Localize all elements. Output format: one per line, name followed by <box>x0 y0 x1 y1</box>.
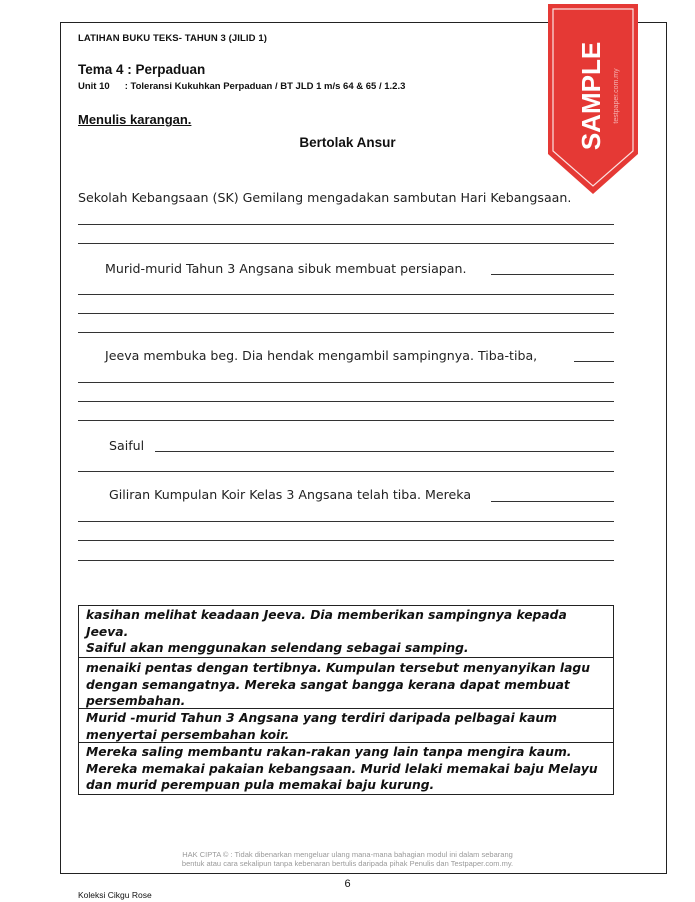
option-line: dengan semangatnya. Mereka sangat bangga kerana dapat membuat <box>86 677 570 692</box>
writing-line[interactable] <box>78 382 614 383</box>
answer-options-table <box>78 605 614 795</box>
option-line: menyertai persembahan koir. <box>86 727 290 742</box>
prompt-2: Murid-murid Tahun 3 Angsana sibuk membuat persiapan. <box>105 261 467 276</box>
book-title-header: LATIHAN BUKU TEKS- TAHUN 3 (JILID 1) <box>78 33 268 44</box>
option-line: menaiki pentas dengan tertibnya. Kumpulan tersebut menyanyikan lagu <box>86 661 590 675</box>
watermark-text: SAMPLE <box>576 41 606 151</box>
option-line: Mereka memakai pakaian kebangsaan. Murid lelaki memakai baju Melayu <box>86 761 598 776</box>
answer-option <box>79 743 613 794</box>
writing-line[interactable] <box>491 274 614 275</box>
writing-line[interactable] <box>78 540 614 541</box>
sample-watermark <box>548 4 638 194</box>
writing-line[interactable] <box>155 451 614 452</box>
task-heading: Menulis karangan. <box>78 112 192 127</box>
option-line: Mereka saling membantu rakan-rakan yang lain tanpa mengira kaum. <box>86 745 572 759</box>
unit-text: : Toleransi Kukuhkan Perpaduan / BT JLD 1 m/s 64 & 65 / 1.2.3 <box>124 81 406 92</box>
writing-line[interactable] <box>78 521 614 522</box>
writing-line[interactable] <box>491 501 614 502</box>
prompt-4: Saiful <box>109 438 145 453</box>
option-line: persembahan. <box>86 694 186 708</box>
prompt-1: Sekolah Kebangsaan (SK) Gemilang mengadakan sambutan Hari Kebangsaan. <box>78 190 572 205</box>
writing-line[interactable] <box>78 332 614 333</box>
footer-author: Koleksi Cikgu Rose <box>78 890 152 900</box>
watermark-subtext: testpaper.com.my <box>613 68 620 124</box>
writing-line[interactable] <box>78 560 614 561</box>
essay-title: Bertolak Ansur <box>299 135 396 150</box>
writing-line[interactable] <box>78 401 614 402</box>
copyright-line: HAK CIPTA © : Tidak dibenarkan mengeluar ulang mana-mana bahagian modul ini dalam sebarang <box>182 850 513 859</box>
unit-label: Unit 10 <box>78 81 110 92</box>
copyright-notice <box>0 850 695 868</box>
writing-line[interactable] <box>78 243 614 244</box>
writing-line[interactable] <box>78 294 614 295</box>
writing-line[interactable] <box>78 313 614 314</box>
answer-option <box>79 658 613 709</box>
prompt-5: Giliran Kumpulan Koir Kelas 3 Angsana telah tiba. Mereka <box>109 487 472 502</box>
option-line: kasihan melihat keadaan Jeeva. Dia memberikan sampingnya kepada Jeeva. <box>86 608 567 639</box>
writing-line[interactable] <box>574 361 614 362</box>
option-line: dan murid perempuan pula memakai baju kurung. <box>86 778 435 792</box>
unit-line <box>78 81 405 92</box>
writing-line[interactable] <box>78 471 614 472</box>
theme-title: Tema 4 : Perpaduan <box>78 62 206 77</box>
page-number: 6 <box>344 878 351 890</box>
prompt-3: Jeeva membuka beg. Dia hendak mengambil sampingnya. Tiba-tiba, <box>105 348 538 363</box>
answer-option <box>79 606 613 658</box>
option-line: Saiful akan menggunakan selendang sebagai samping. <box>86 641 469 655</box>
copyright-line: bentuk atau cara sekalipun tanpa kebenaran bertulis daripada pihak Penulis dan Testpaper.com.my. <box>181 859 514 868</box>
writing-line[interactable] <box>78 224 614 225</box>
option-line: Murid -murid Tahun 3 Angsana yang terdiri daripada pelbagai kaum <box>86 711 557 725</box>
writing-line[interactable] <box>78 420 614 421</box>
answer-option <box>79 709 613 743</box>
